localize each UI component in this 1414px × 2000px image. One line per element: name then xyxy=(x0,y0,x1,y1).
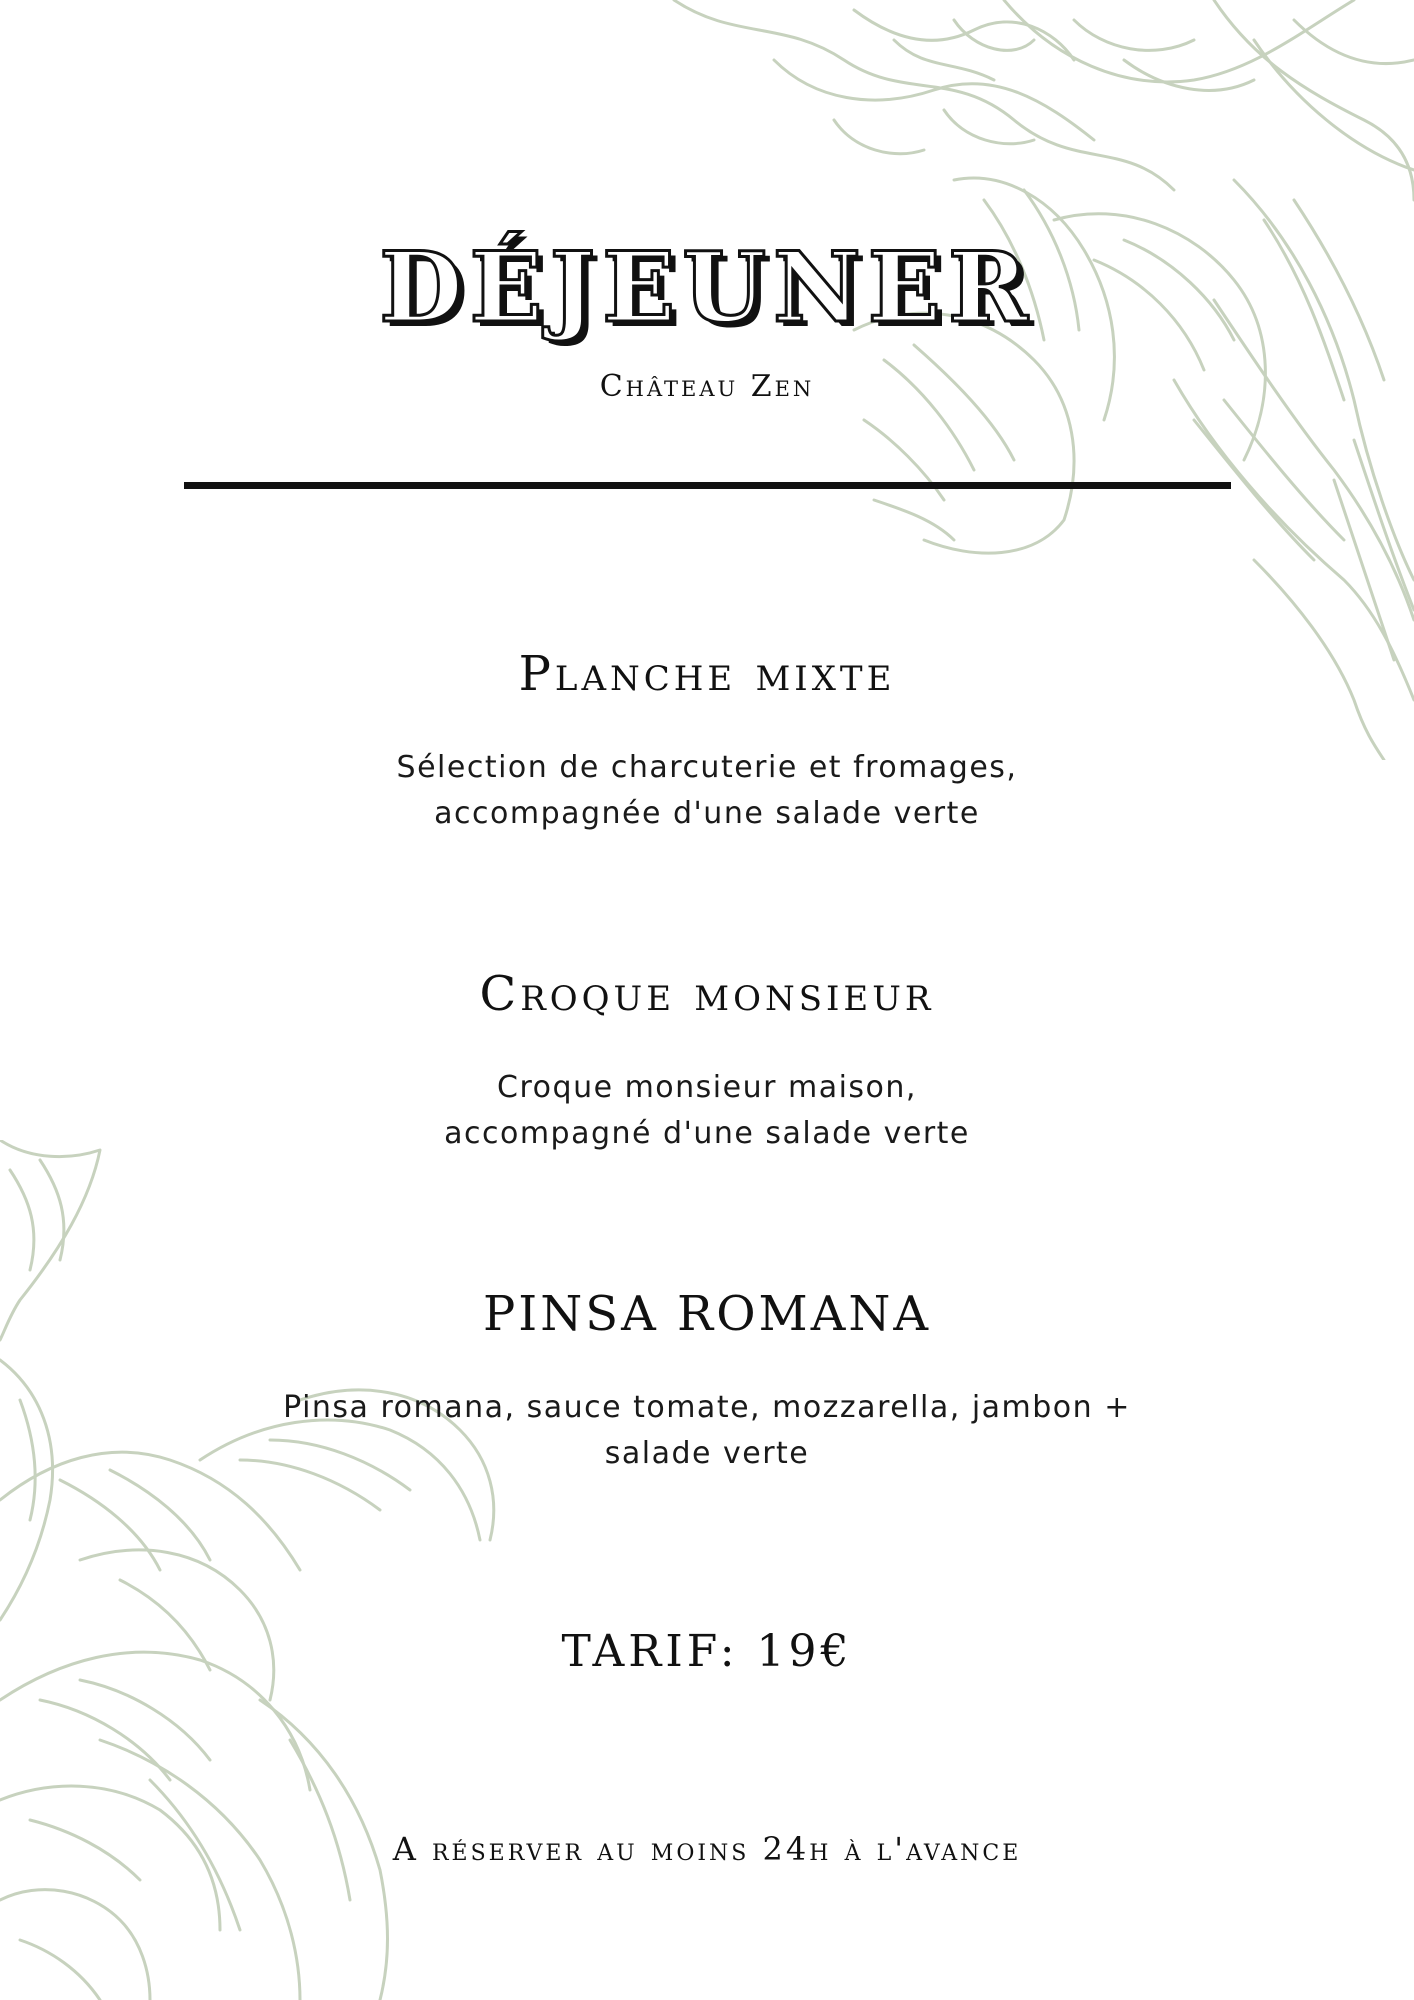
reservation-note: A réserver au moins 24h à l'avance xyxy=(392,1830,1022,1868)
description-line: Croque monsieur maison, xyxy=(497,1070,917,1105)
title-divider xyxy=(184,482,1231,489)
menu-title: DÉJEUNER xyxy=(379,231,1035,344)
description-line: salade verte xyxy=(604,1436,810,1471)
menu-item-name: Planche mixte xyxy=(518,646,896,702)
restaurant-name: Château Zen xyxy=(599,369,815,404)
menu-item-description xyxy=(0,1385,1414,1477)
description-line: accompagné d'une salade verte xyxy=(444,1116,970,1151)
menu-item-name: PINSA ROMANA xyxy=(482,1286,932,1342)
menu-item-description xyxy=(0,1065,1414,1157)
price-label: TARIF: 19€ xyxy=(561,1626,853,1677)
description-line: accompagnée d'une salade verte xyxy=(434,796,980,831)
description-line: Pinsa romana, sauce tomate, mozzarella, jambon + xyxy=(283,1390,1131,1425)
menu-item-name: Croque monsieur xyxy=(479,966,935,1022)
menu-item-description xyxy=(0,745,1414,837)
description-line: Sélection de charcuterie et fromages, xyxy=(396,750,1018,785)
